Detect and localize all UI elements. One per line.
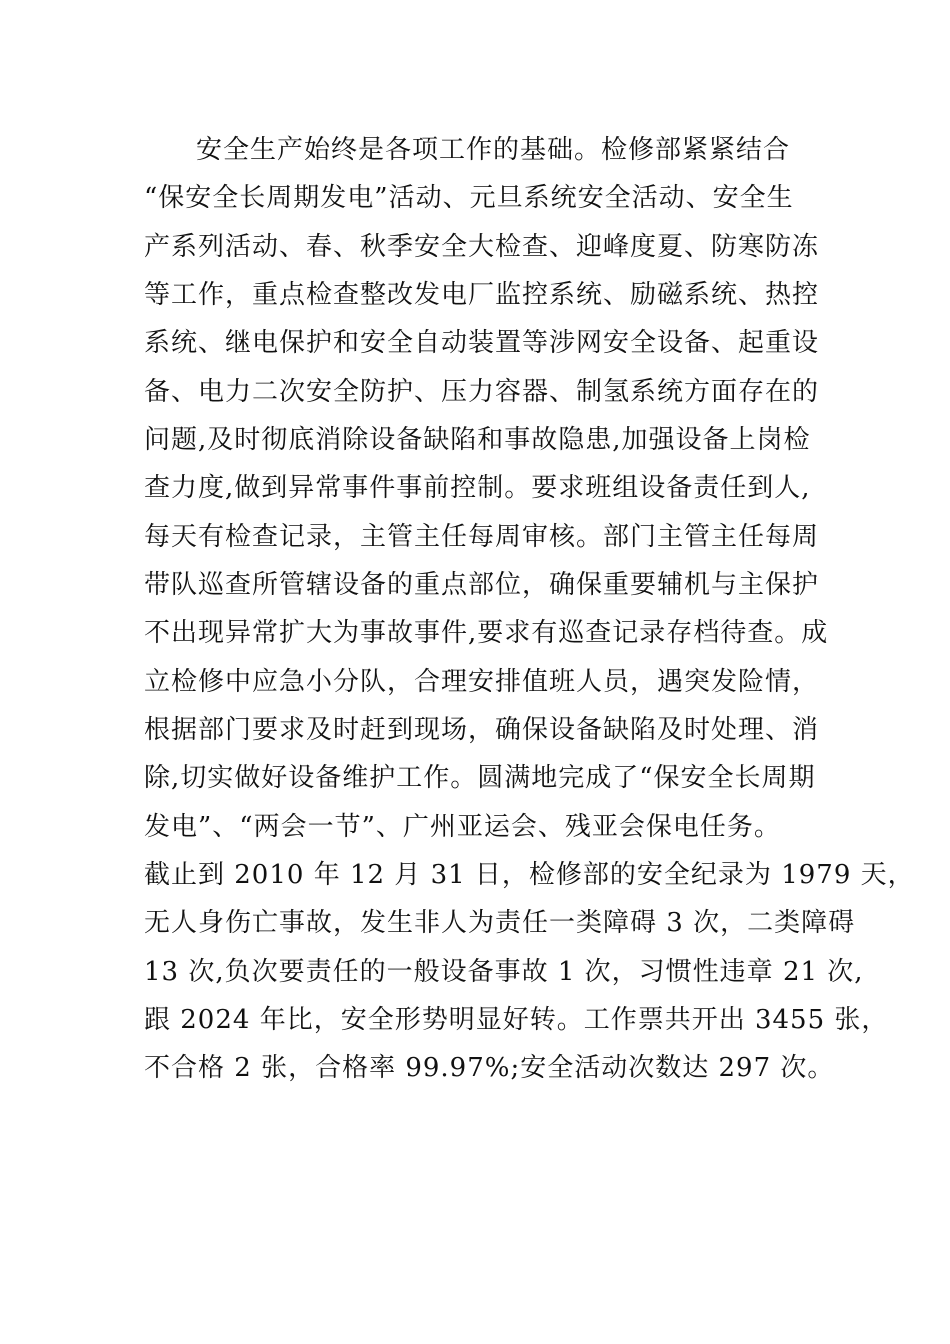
paragraph-line-2: “保安全长周期发电”活动、元旦系统安全活动、安全生	[144, 183, 794, 213]
paragraph-line-12: 立检修中应急小分队，合理安排值班人员，遇突发险情，	[144, 667, 820, 697]
paragraph-line-7: 问题,及时彻底消除设备缺陷和事故隐患,加强设备上岗检	[144, 425, 811, 455]
paragraph-line-15: 发电”、“两会一节”、广州亚运会、残亚会保电任务。	[144, 812, 781, 842]
paragraph-line-5: 系统、继电保护和安全自动装置等涉网安全设备、起重设	[144, 328, 820, 358]
paragraph-line-4: 等工作，重点检查整改发电厂监控系统、励磁系统、热控	[144, 280, 820, 310]
paragraph-line-8: 查力度,做到异常事件事前控制。要求班组设备责任到人,	[144, 473, 811, 503]
paragraph-line-16: 截止到 2010 年 12 月 31 日，检修部的安全纪录为 1979 天，	[144, 860, 915, 890]
paragraph-line-10: 带队巡查所管辖设备的重点部位，确保重要辅机与主保护	[144, 570, 820, 600]
paragraph-line-1: 安全生产始终是各项工作的基础。检修部紧紧结合	[196, 135, 791, 165]
paragraph-line-18: 13 次,负次要责任的一般设备事故 1 次，习惯性违章 21 次,	[144, 957, 864, 987]
paragraph-line-20: 不合格 2 张，合格率 99.97%;安全活动次数达 297 次。	[144, 1053, 835, 1083]
paragraph-line-11: 不出现异常扩大为事故事件,要求有巡查记录存档待查。成	[144, 618, 829, 648]
paragraph-line-6: 备、电力二次安全防护、压力容器、制氢系统方面存在的	[144, 377, 820, 407]
paragraph-line-17: 无人身伤亡事故，发生非人为责任一类障碍 3 次，二类障碍	[144, 908, 856, 938]
paragraph-line-3: 产系列活动、春、秋季安全大检查、迎峰度夏、防寒防冻	[144, 232, 820, 262]
paragraph-line-19: 跟 2024 年比，安全形势明显好转。工作票共开出 3455 张，	[144, 1005, 889, 1035]
paragraph-line-9: 每天有检查记录，主管主任每周审核。部门主管主任每周	[144, 522, 820, 552]
paragraph-line-13: 根据部门要求及时赶到现场，确保设备缺陷及时处理、消	[144, 715, 820, 745]
paragraph-line-14: 除,切实做好设备维护工作。圆满地完成了“保安全长周期	[144, 763, 816, 793]
